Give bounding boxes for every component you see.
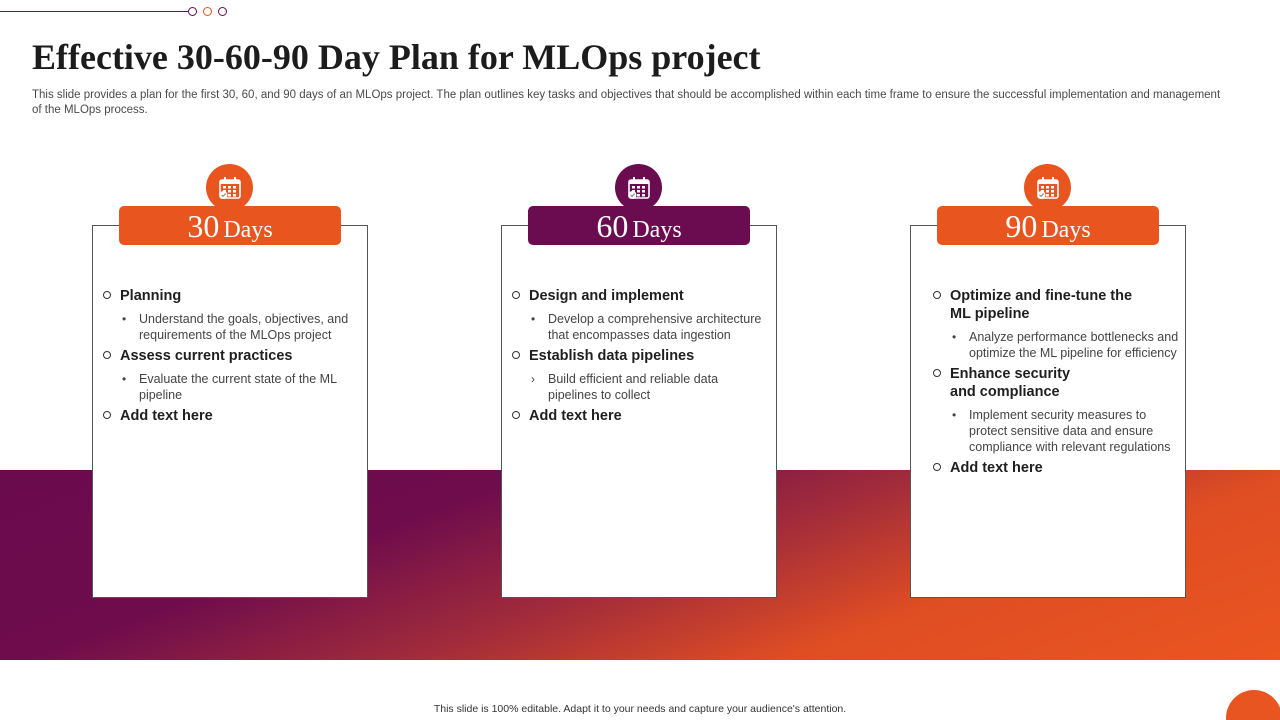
decorative-dot (188, 7, 197, 16)
card-header-tab (528, 206, 750, 245)
plan-card (92, 225, 368, 598)
bullet-mark: • (122, 312, 127, 326)
list-item (512, 287, 762, 343)
item-heading: Add text here (529, 408, 622, 424)
list-item (103, 347, 353, 403)
item-detail (950, 407, 1183, 455)
circle-bullet-icon (512, 351, 520, 359)
circle-bullet-icon (103, 351, 111, 359)
item-heading: Optimize and fine-tune the ML pipeline (950, 288, 1133, 322)
days-number: 90 (1005, 208, 1038, 244)
item-detail-text: Evaluate the current state of the ML pipeline (139, 372, 337, 402)
bullet-mark: • (531, 312, 536, 326)
plan-card (910, 225, 1186, 598)
calendar-icon (1024, 164, 1071, 211)
list-item (933, 365, 1183, 455)
days-unit: Days (223, 217, 273, 243)
circle-bullet-icon (103, 411, 111, 419)
decorative-dot (203, 7, 212, 16)
days-number: 30 (187, 208, 220, 244)
item-detail (529, 311, 762, 343)
item-heading: Establish data pipelines (529, 348, 695, 364)
circle-bullet-icon (103, 291, 111, 299)
list-item (933, 459, 1183, 477)
card-content (512, 287, 762, 428)
item-heading: Design and implement (529, 288, 684, 304)
bullet-mark: › (531, 372, 535, 386)
item-detail-text: Build efficient and reliable data pipelines to collect (548, 372, 719, 402)
days-unit: Days (632, 217, 682, 243)
calendar-icon (206, 164, 253, 211)
circle-bullet-icon (512, 291, 520, 299)
item-detail-text: Understand the goals, objectives, and requirements of the MLOps project (139, 312, 349, 342)
corner-decoration (1226, 690, 1280, 720)
page-subtitle: This slide provides a plan for the first 30, 60, and 90 days of an MLOps project. The plan outlines key tasks and objectives that should be accomplished within each time frame to ensure the successful implementation and management of the MLOps process. (32, 89, 1221, 116)
plan-card (501, 225, 777, 598)
item-heading: Assess current practices (120, 348, 293, 364)
item-detail (950, 329, 1183, 361)
item-detail-text: Develop a comprehensive architecture that encompasses data ingestion (548, 312, 762, 342)
item-heading: Add text here (120, 408, 213, 424)
card-content (103, 287, 353, 428)
item-heading: Add text here (950, 460, 1043, 476)
list-item (512, 407, 762, 425)
bullet-mark: • (122, 372, 127, 386)
item-detail (120, 311, 353, 343)
bullet-mark: • (952, 330, 957, 344)
circle-bullet-icon (512, 411, 520, 419)
item-heading: Planning (120, 288, 182, 304)
decorative-top-line (0, 11, 190, 12)
card-header-tab (937, 206, 1159, 245)
footer-note: This slide is 100% editable. Adapt it to your needs and capture your audience's attention. (433, 703, 847, 715)
list-item (512, 347, 762, 403)
card-header-tab (119, 206, 341, 245)
days-unit: Days (1041, 217, 1091, 243)
item-detail (120, 371, 353, 403)
calendar-icon (615, 164, 662, 211)
circle-bullet-icon (933, 369, 941, 377)
circle-bullet-icon (933, 291, 941, 299)
item-heading: Enhance security and compliance (950, 366, 1071, 400)
page-title: Effective 30-60-90 Day Plan for MLOps project (32, 37, 761, 77)
bullet-mark: • (952, 408, 957, 422)
list-item (103, 287, 353, 343)
card-content (933, 287, 1183, 480)
decorative-dot (218, 7, 227, 16)
list-item (933, 287, 1183, 361)
item-detail-text: Implement security measures to protect sensitive data and ensure compliance with relevant regulations (969, 408, 1171, 454)
item-detail (529, 371, 762, 403)
item-detail-text: Analyze performance bottlenecks and optimize the ML pipeline for efficiency (969, 330, 1179, 360)
list-item (103, 407, 353, 425)
circle-bullet-icon (933, 463, 941, 471)
days-number: 60 (596, 208, 629, 244)
